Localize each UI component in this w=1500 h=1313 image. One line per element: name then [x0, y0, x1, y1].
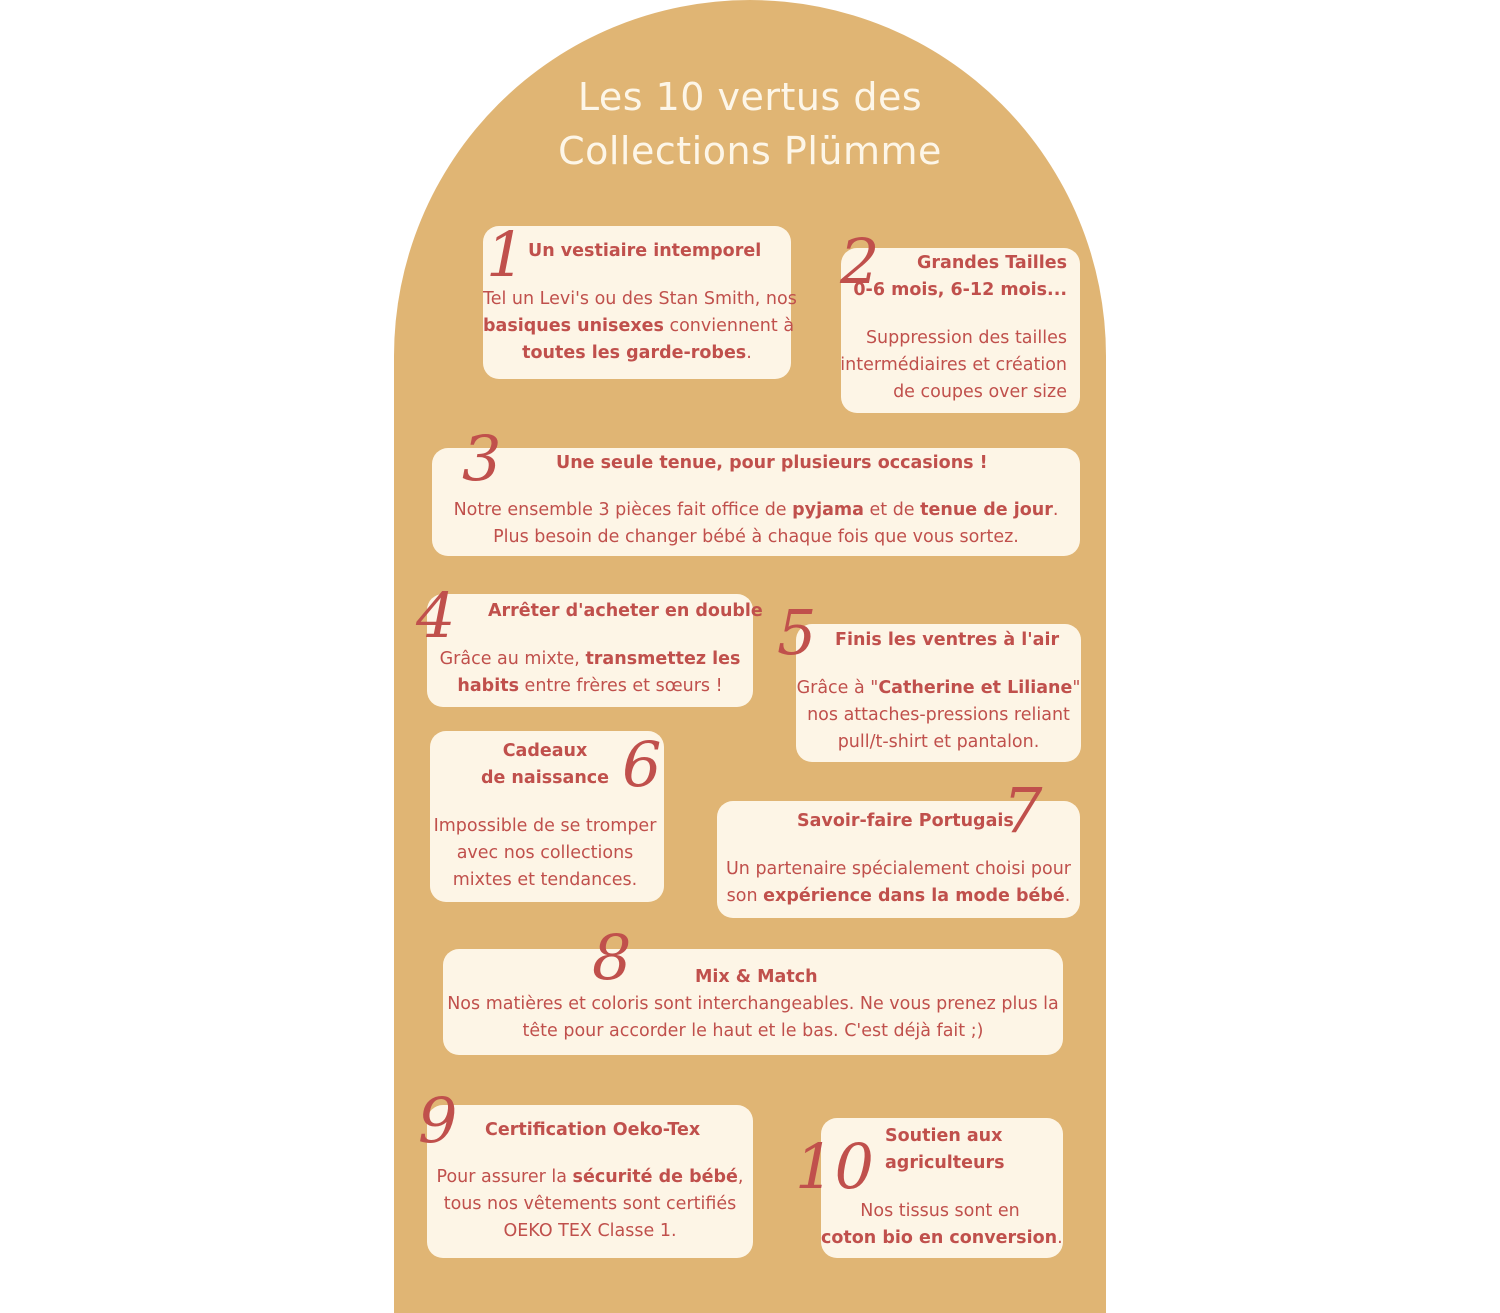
virtue-card-8	[443, 949, 1063, 1055]
virtue-title: Finis les ventres à l'air	[835, 630, 1060, 650]
page-title	[394, 70, 1106, 178]
title-line-1: Les 10 vertus des	[577, 75, 923, 119]
virtue-title: Savoir-faire Portugais	[797, 811, 1014, 831]
virtue-title: Un vestiaire intemporel	[528, 241, 762, 261]
virtue-text: Nos matières et coloris sont interchangeables. Ne vous prenez plus la tête pour accorder le haut et le bas. C'est déjà fait ;)	[447, 994, 1059, 1041]
virtue-text: Pour assurer la sécurité de bébé, tous nos vêtements sont certifiés OEKO TEX Classe 1.	[436, 1167, 744, 1241]
virtue-number-7: 7	[1003, 774, 1043, 847]
virtue-card-1	[483, 218, 797, 379]
virtue-number-10: 10	[795, 1130, 874, 1203]
virtue-number-5: 5	[777, 596, 817, 669]
virtue-card-9	[427, 1105, 753, 1258]
virtue-text: Impossible de se tromper avec nos collections mixtes et tendances.	[433, 816, 657, 890]
virtue-card-4	[427, 594, 763, 707]
virtue-number-9: 9	[418, 1084, 458, 1157]
virtue-number-1: 1	[486, 218, 526, 291]
virtue-title: Mix & Match	[695, 967, 818, 987]
virtue-number-2: 2	[840, 225, 880, 298]
virtue-card-3	[432, 448, 1080, 556]
virtue-title: Grandes Tailles 0-6 mois, 6-12 mois...	[853, 253, 1067, 300]
virtue-text: Grâce au mixte, transmettez les habits entre frères et sœurs !	[439, 649, 741, 696]
virtue-number-8: 8	[592, 921, 632, 994]
virtue-title: Certification Oeko-Tex	[485, 1120, 701, 1140]
virtue-card-5	[796, 624, 1081, 762]
virtue-number-3: 3	[462, 422, 502, 495]
virtue-text: Notre ensemble 3 pièces fait office de pyjama et de tenue de jour. Plus besoin de changer bébé à chaque fois que vous sortez.	[453, 500, 1059, 547]
virtue-text: Tel un Levi's ou des Stan Smith, nos basiques unisexes conviennent à toutes les garde-robes.	[483, 289, 797, 363]
virtue-number-6: 6	[622, 728, 662, 801]
virtue-title: Une seule tenue, pour plusieurs occasions !	[556, 453, 988, 473]
title-line-2: Collections Plümme	[558, 129, 942, 173]
virtue-title: Soutien aux agriculteurs	[885, 1126, 1005, 1173]
virtue-text: Grâce à "Catherine et Liliane" nos attaches-pressions reliant pull/t-shirt et pantalon.	[796, 678, 1081, 752]
virtue-text: Un partenaire spécialement choisi pour son expérience dans la mode bébé.	[725, 859, 1072, 906]
virtue-number-4: 4	[416, 579, 456, 652]
virtue-title: Arrêter d'acheter en double	[488, 601, 763, 621]
virtue-text: Nos tissus sont en coton bio en conversion.	[821, 1201, 1063, 1248]
virtue-title: Cadeaux de naissance	[480, 741, 610, 788]
virtue-text: Suppression des tailles intermédiaires et création de coupes over size	[840, 328, 1067, 402]
